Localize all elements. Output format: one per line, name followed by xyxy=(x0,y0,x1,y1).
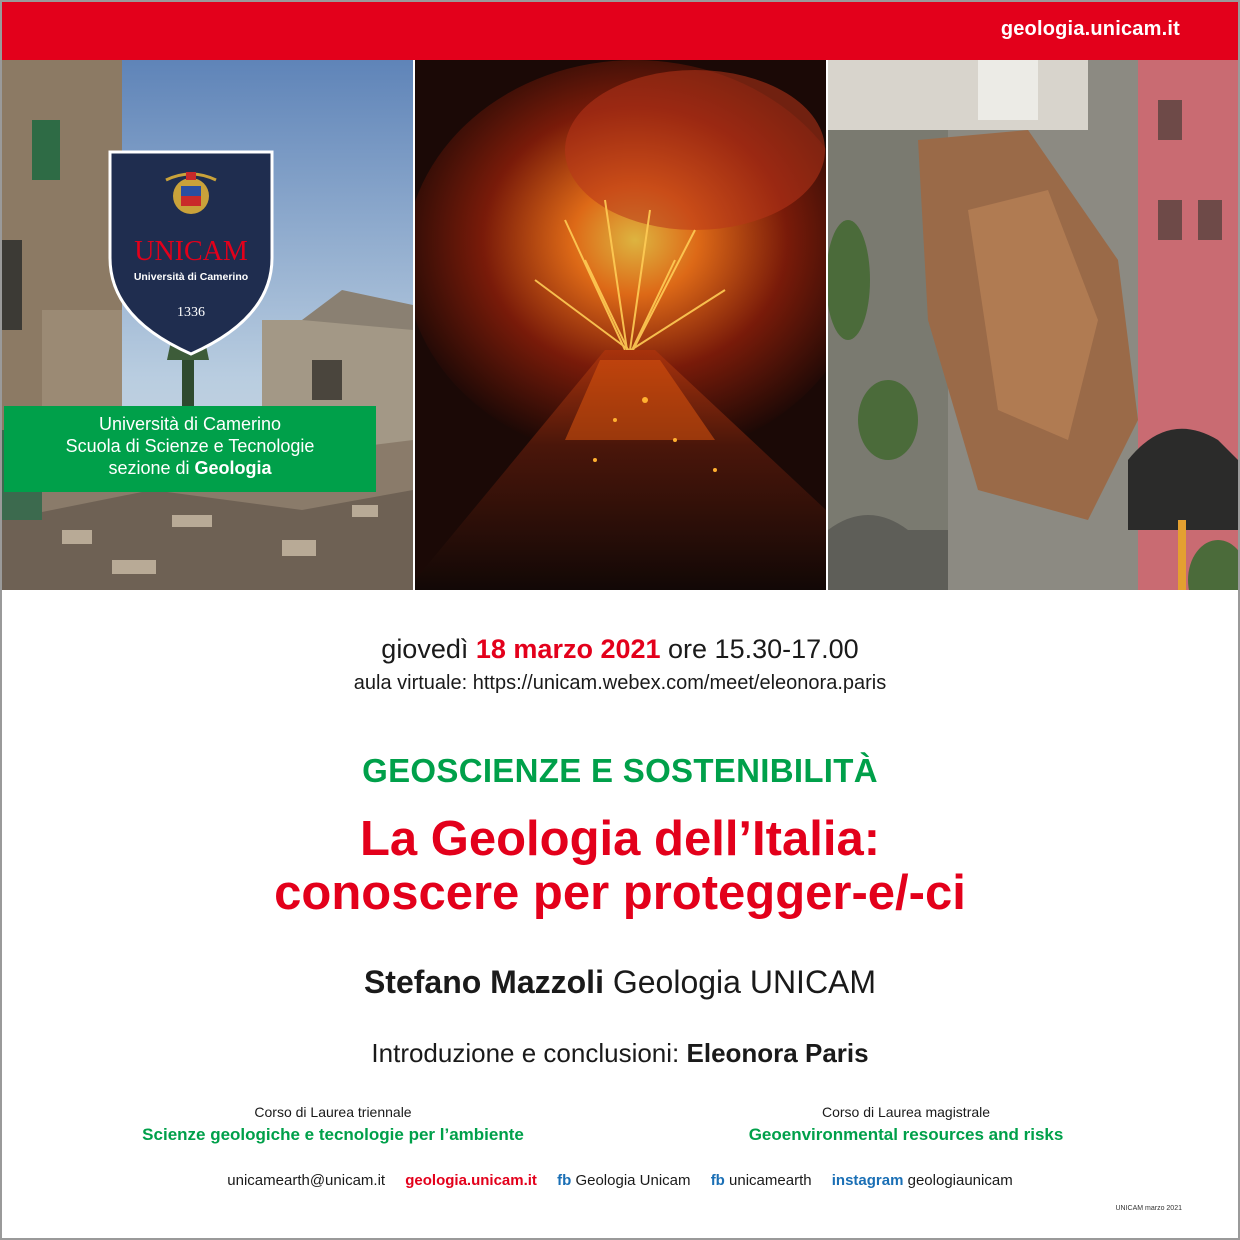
instagram-icon: instagram xyxy=(831,1172,904,1189)
course-master-name: Geoenvironmental resources and risks xyxy=(748,1125,1064,1144)
talk-title-line2: conoscere per protegger-e/-ci xyxy=(274,866,966,920)
landslide-photo xyxy=(828,60,1238,590)
series-title: GEOSCIENZE E SOSTENIBILITÀ xyxy=(362,752,878,789)
course-bachelor-label: Corso di Laurea triennale xyxy=(254,1104,412,1120)
event-day: giovedì xyxy=(381,634,469,664)
logo-name: UNICAM xyxy=(134,236,248,267)
logo-subtitle: Università di Camerino xyxy=(133,271,249,283)
header-site-link[interactable]: geologia.unicam.it xyxy=(1000,18,1180,40)
speaker xyxy=(0,964,1240,1001)
footnote: UNICAM marzo 2021 xyxy=(1115,1205,1182,1212)
talk-title-line1: La Geologia dell’Italia: xyxy=(359,812,881,866)
contact-fb2[interactable] xyxy=(711,1172,812,1189)
fb-icon: fb xyxy=(557,1172,572,1189)
fb-icon: fb xyxy=(710,1172,725,1189)
course-master xyxy=(626,1104,1186,1145)
talk-title xyxy=(0,812,1240,920)
photo-strip xyxy=(2,60,1238,590)
contacts-row xyxy=(0,1172,1240,1189)
volcano-photo xyxy=(415,60,826,590)
course-bachelor xyxy=(53,1104,613,1145)
contact-email[interactable]: unicamearth@unicam.it xyxy=(227,1172,386,1189)
institution-line3-prefix: sezione di xyxy=(108,458,195,478)
institution-line3 xyxy=(4,457,376,479)
course-bachelor-name: Scienze geologiche e tecnologie per l’ambiente xyxy=(142,1125,524,1144)
contact-fb2-value: unicamearth xyxy=(729,1172,812,1189)
institution-line2: Scuola di Scienze e Tecnologie xyxy=(65,436,315,456)
course-master-label: Corso di Laurea magistrale xyxy=(821,1104,991,1120)
speaker-affiliation: Geologia UNICAM xyxy=(612,964,877,1000)
institution-box xyxy=(4,406,376,492)
intro-label: Introduzione e conclusioni: xyxy=(371,1038,680,1068)
contact-instagram[interactable] xyxy=(832,1172,1013,1189)
contact-fb1[interactable] xyxy=(557,1172,690,1189)
institution-line1: Università di Camerino xyxy=(98,414,282,434)
intro-line xyxy=(0,1038,1240,1069)
virtual-room-link[interactable]: aula virtuale: https://unicam.webex.com/meet/eleonora.paris xyxy=(353,672,887,694)
unicam-logo xyxy=(106,148,276,358)
header-bar xyxy=(2,2,1238,60)
intro-name: Eleonora Paris xyxy=(686,1038,869,1068)
contact-instagram-value: geologiaunicam xyxy=(907,1172,1013,1189)
contact-fb1-value: Geologia Unicam xyxy=(575,1172,691,1189)
event-time: ore 15.30-17.00 xyxy=(668,634,859,664)
speaker-name: Stefano Mazzoli xyxy=(363,964,604,1000)
contact-site[interactable]: geologia.unicam.it xyxy=(405,1172,537,1189)
event-date xyxy=(0,634,1240,665)
event-date-highlight: 18 marzo 2021 xyxy=(475,634,661,664)
logo-year: 1336 xyxy=(177,305,205,320)
institution-line3-bold: Geologia xyxy=(194,458,272,478)
